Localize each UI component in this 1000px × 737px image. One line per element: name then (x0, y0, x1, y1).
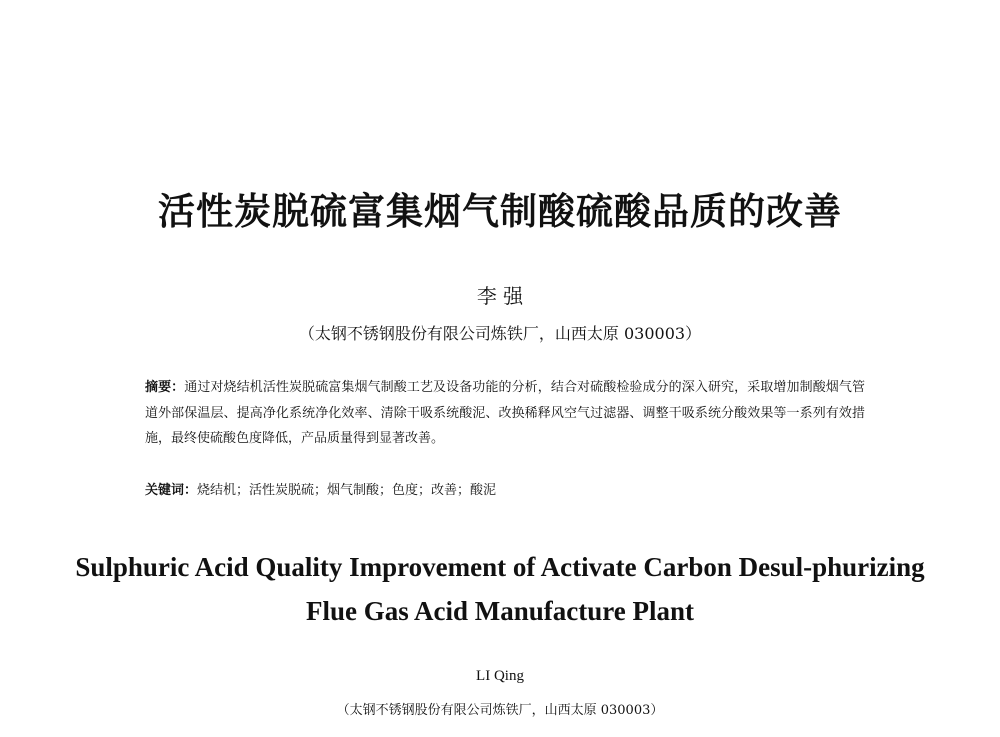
abstract-text: 通过对烧结机活性炭脱硫富集烟气制酸工艺及设备功能的分析，结合对硫酸检验成分的深入研究，采取增加制酸烟气管道外部保温层、提高净化系统净化效率、清除干吸系统酸泥、改换稀释风空气过滤器、调整干吸系统分酸效果等一系列有效措施，最终使硫酸色度降低，产品质量得到显著改善。 (145, 380, 865, 446)
english-author: LI Qing (476, 668, 524, 684)
keywords-label: 关键词： (145, 483, 198, 498)
chinese-affiliation: （太钢不锈钢股份有限公司炼铁厂，山西太原 030003） (298, 324, 702, 343)
chinese-title: 活性炭脱硫富集烟气制酸硫酸品质的改善 (158, 189, 842, 233)
english-title: Sulphuric Acid Quality Improvement of Activate Carbon Desul-phurizing Flue Gas Acid Manufacture Plant (75, 552, 925, 626)
keywords (145, 480, 865, 502)
keywords-text: 烧结机；活性炭脱硫；烟气制酸；色度；改善；酸泥 (197, 483, 497, 498)
abstract (145, 375, 865, 452)
abstract-label: 摘要： (145, 380, 185, 395)
chinese-author: 李 强 (476, 284, 524, 308)
english-affiliation: （太钢不锈钢股份有限公司炼铁厂，山西太原 030003） (336, 703, 664, 718)
